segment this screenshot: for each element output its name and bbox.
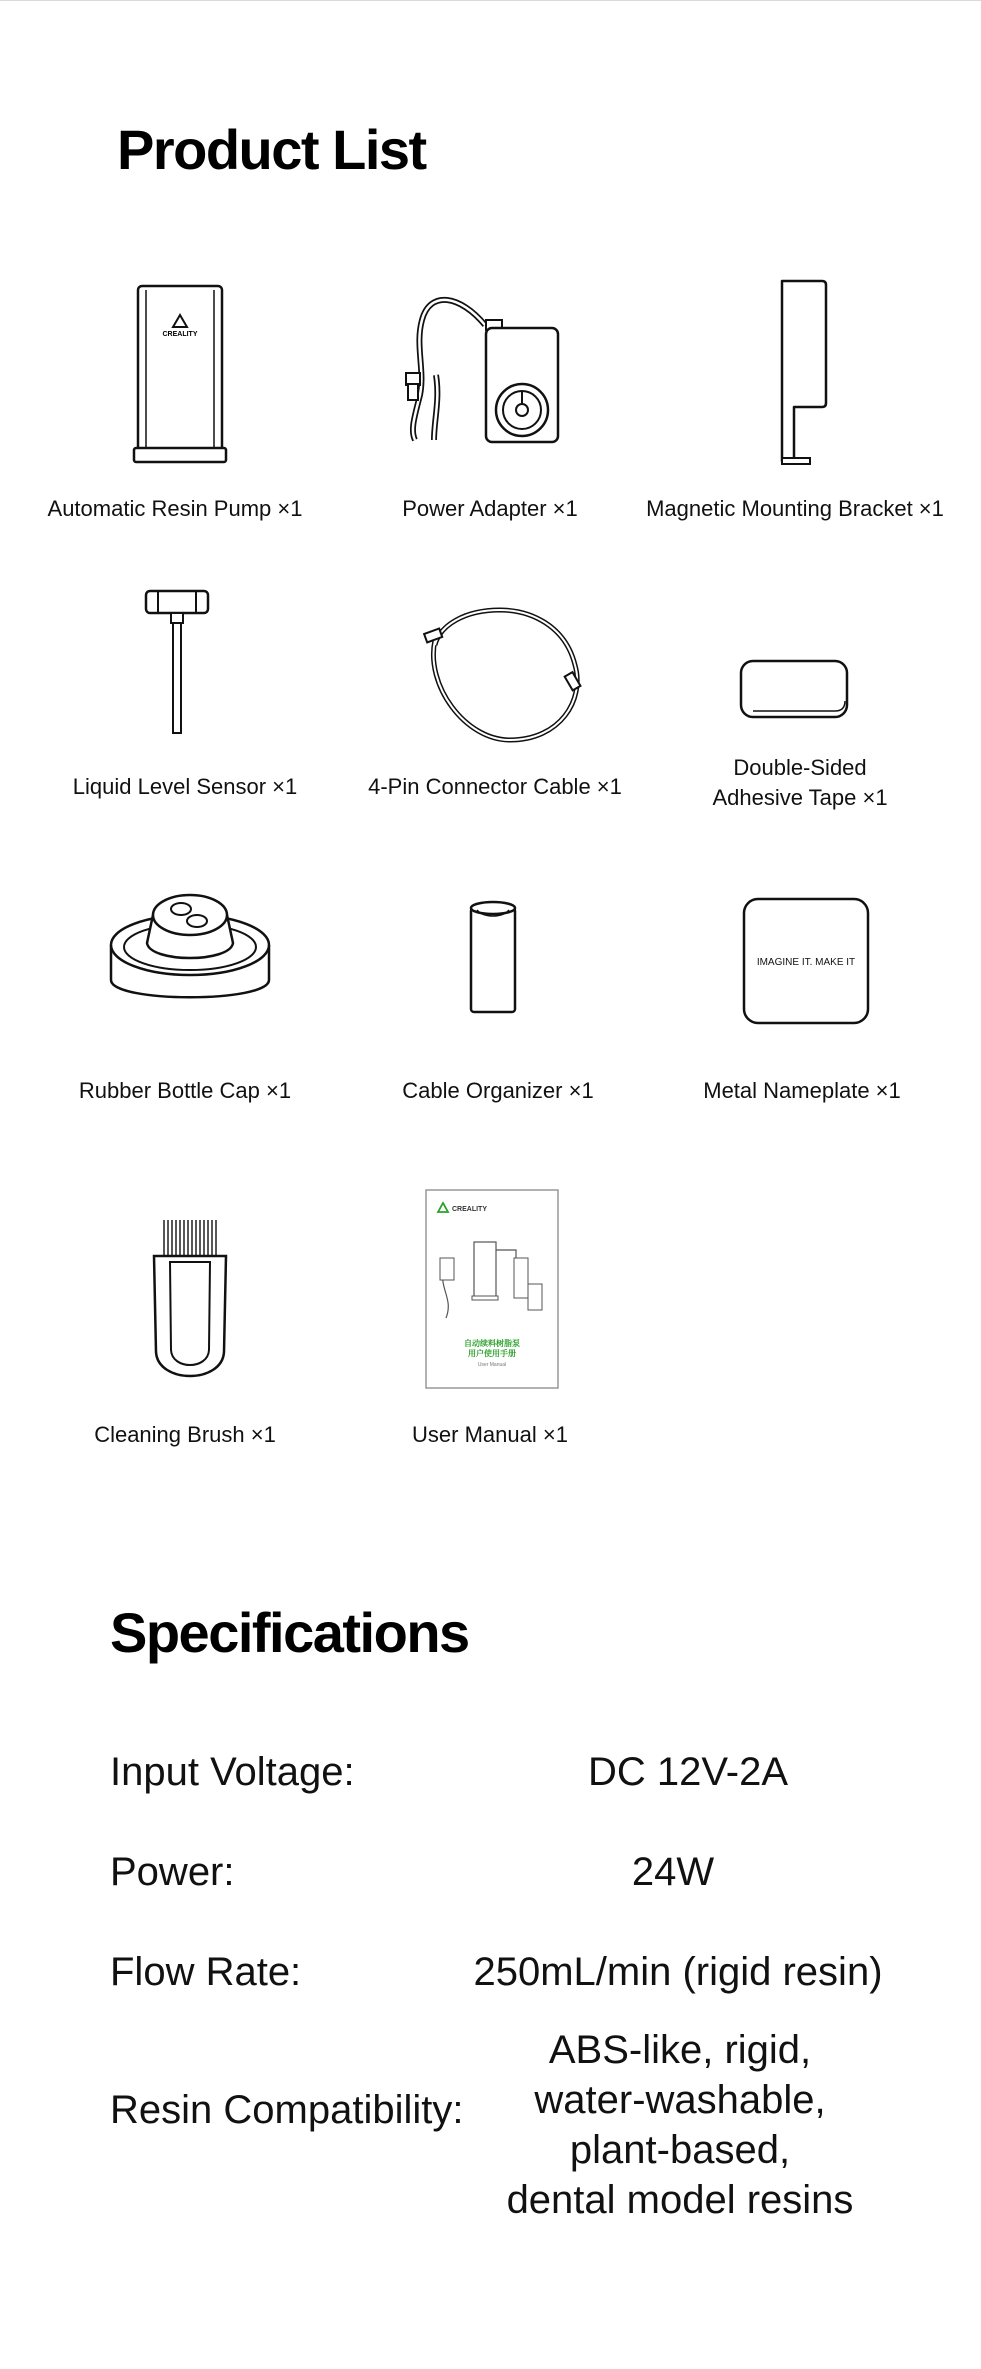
user-manual-illustration — [424, 1188, 560, 1390]
spec-label: Input Voltage: — [110, 1750, 355, 1794]
spec-value-line: ABS-like, rigid, — [548, 2028, 812, 2072]
spec-value-line: water-washable, — [534, 2078, 826, 2122]
item-label: Automatic Resin Pump ×1 — [47, 496, 303, 521]
pump-logo: CREALITY — [162, 331, 198, 338]
manual-logo: CREALITY — [452, 1206, 487, 1213]
spec-label: Power: — [110, 1850, 235, 1894]
spec-value — [458, 1947, 898, 1997]
level-sensor-illustration — [140, 585, 220, 740]
metal-nameplate-illustration — [738, 893, 874, 1029]
spec-value-line: 24W — [631, 1850, 715, 1894]
cleaning-brush-illustration — [140, 1212, 240, 1392]
specifications-title: Specifications — [110, 1601, 469, 1664]
item-label: Power Adapter ×1 — [402, 496, 578, 521]
spec-value-line: plant-based, — [569, 2128, 791, 2172]
spec-value — [460, 2025, 900, 2225]
spec-value-line: dental model resins — [506, 2178, 854, 2222]
item-label: User Manual ×1 — [412, 1422, 568, 1447]
item-label-line: Double-Sided — [733, 755, 867, 780]
item-label-line: Adhesive Tape ×1 — [712, 785, 888, 810]
resin-pump-illustration — [120, 280, 240, 470]
spec-value — [468, 1747, 908, 1797]
manual-cover-title: 自动续料树脂泵 — [464, 1339, 520, 1348]
item-label: Cleaning Brush ×1 — [94, 1422, 276, 1447]
spec-value-line: DC 12V-2A — [587, 1750, 789, 1794]
mounting-bracket-illustration — [760, 275, 860, 470]
product-list-title: Product List — [117, 118, 426, 181]
cable-organizer-illustration — [463, 898, 523, 1018]
nameplate-engraving: IMAGINE IT. MAKE IT — [756, 957, 856, 968]
power-adapter-illustration — [400, 280, 570, 455]
item-label: Cable Organizer ×1 — [402, 1078, 594, 1103]
item-label: Liquid Level Sensor ×1 — [72, 774, 298, 799]
manual-cover-subtitle: 用户使用手册 — [468, 1349, 516, 1358]
bottle-cap-illustration — [105, 885, 275, 1020]
spec-label: Flow Rate: — [110, 1950, 302, 1994]
top-divider — [0, 0, 981, 1]
spec-value — [453, 1847, 893, 1897]
connector-cable-illustration — [415, 605, 590, 745]
adhesive-tape-illustration — [735, 655, 855, 723]
item-label: 4-Pin Connector Cable ×1 — [368, 774, 622, 799]
item-label: Metal Nameplate ×1 — [703, 1078, 901, 1103]
spec-value-line: 250mL/min (rigid resin) — [473, 1950, 883, 1994]
manual-cover-english: User Manual — [477, 1362, 507, 1368]
item-label: Magnetic Mounting Bracket ×1 — [646, 496, 944, 521]
item-label — [650, 753, 950, 813]
spec-label: Resin Compatibility: — [110, 2088, 464, 2132]
item-label: Rubber Bottle Cap ×1 — [78, 1078, 292, 1103]
